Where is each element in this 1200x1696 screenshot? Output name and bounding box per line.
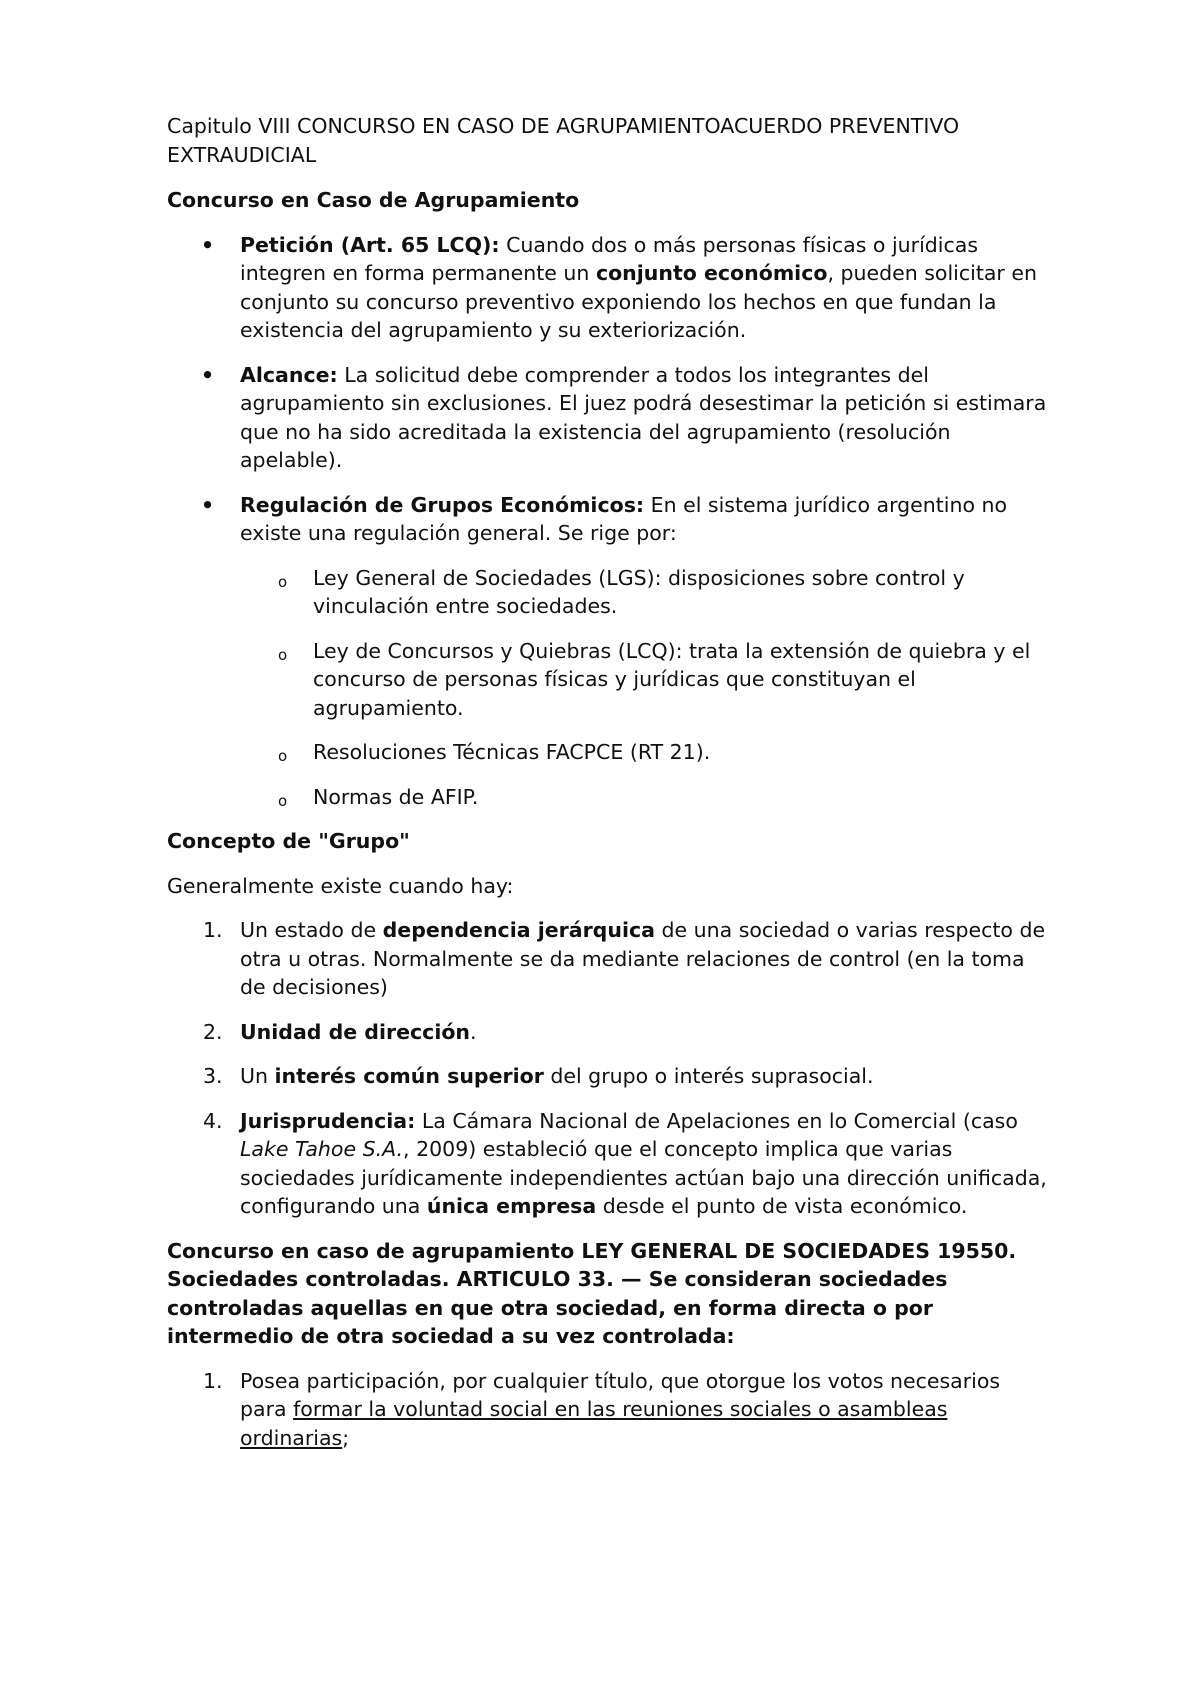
sub-item-text: Ley de Concursos y Quiebras (LCQ): trata la extensión de quiebra y el concurso de personas físicas y jurídicas que constituyan el agrupamiento. bbox=[313, 638, 1031, 720]
bullet-icon: • bbox=[201, 362, 215, 387]
list-item bbox=[167, 1367, 1047, 1453]
item-text: Un bbox=[240, 1064, 275, 1088]
item-bold-term: interés común superior bbox=[274, 1064, 544, 1088]
item-bold-term: Jurisprudencia: bbox=[240, 1108, 416, 1133]
item-text: Un estado de bbox=[240, 918, 383, 942]
sub-list-item bbox=[167, 564, 1047, 621]
bullet-list bbox=[167, 231, 1047, 548]
numbered-list-ley bbox=[167, 1367, 1047, 1453]
list-item bbox=[167, 231, 1047, 345]
sub-list-item bbox=[167, 738, 1047, 767]
list-item bbox=[167, 1062, 1047, 1091]
circle-bullet-icon: o bbox=[278, 572, 288, 591]
item-number: 3. bbox=[203, 1064, 223, 1088]
item-text: , pueden solicitar en conjunto su concurso preventivo exponiendo los hechos en que fundan la existencia del agrupamiento y su exteriorización. bbox=[240, 261, 1037, 342]
circle-bullet-icon: o bbox=[278, 747, 288, 765]
item-bold-term: conjunto económico bbox=[595, 261, 828, 285]
item-text: La Cámara Nacional de Apelaciones en lo Comercial (caso bbox=[415, 1108, 1018, 1133]
sub-item-text: Resoluciones Técnicas FACPCE (RT 21). bbox=[313, 740, 711, 764]
item-label: Petición (Art. 65 LCQ): bbox=[240, 232, 500, 257]
circle-bullet-icon: o bbox=[278, 645, 288, 664]
bullet-icon: • bbox=[201, 492, 215, 517]
list-item bbox=[167, 1107, 1047, 1221]
item-text: Posea participación, por cualquier título, que otorgue los votos necesarios para bbox=[240, 1368, 1001, 1421]
item-text: , 2009) estableció que el concepto implica que varias sociedades jurídicamente independientes actúan bajo una dirección unificada, configurando una bbox=[240, 1137, 1047, 1218]
chapter-title: Capitulo VIII CONCURSO EN CASO DE AGRUPAMIENTOACUERDO PREVENTIVO EXTRAUDICIAL bbox=[167, 114, 960, 167]
sub-list-item bbox=[167, 637, 1047, 723]
sub-item-text: Normas de AFIP. bbox=[313, 784, 479, 809]
item-number: 1. bbox=[203, 1368, 223, 1393]
item-number: 4. bbox=[203, 1108, 223, 1133]
item-number: 1. bbox=[203, 918, 223, 942]
section-heading-agrupamiento: Concurso en Caso de Agrupamiento bbox=[167, 188, 580, 212]
numbered-list bbox=[167, 916, 1047, 1221]
item-text: La solicitud debe comprender a todos los integrantes del agrupamiento sin exclusiones. El juez podrá desestimar la petición si estimara que no ha sido acreditada la existencia del agrupamiento (resolución apelable). bbox=[240, 362, 1047, 472]
item-italic-case: Lake Tahoe S.A. bbox=[240, 1137, 404, 1161]
item-text: En el sistema jurídico argentino no existe una regulación general. Se rige por: bbox=[240, 492, 1008, 545]
list-item bbox=[167, 1018, 1047, 1047]
item-text: de una sociedad o varias respecto de otra u otras. Normalmente se da mediante relaciones de control (en la toma de decisiones) bbox=[240, 918, 1046, 999]
section-heading-ley: Concurso en caso de agrupamiento LEY GENERAL DE SOCIEDADES 19550. Sociedades controladas. ARTICULO 33. — Se consideran sociedades controladas aquellas en que otra sociedad, en forma directa o por intermedio de otra sociedad a su vez controlada: bbox=[167, 1238, 1017, 1348]
list-item bbox=[167, 491, 1047, 548]
section-heading-grupo: Concepto de "Grupo" bbox=[167, 829, 410, 853]
item-label: Alcance: bbox=[240, 362, 338, 387]
list-item bbox=[167, 361, 1047, 475]
bullet-icon: • bbox=[201, 232, 215, 257]
sub-item-text: Ley General de Sociedades (LGS): disposiciones sobre control y vinculación entre sociedades. bbox=[313, 565, 965, 618]
circle-bullet-icon: o bbox=[278, 791, 288, 810]
document-content bbox=[167, 112, 1047, 1468]
sub-list-item bbox=[167, 783, 1047, 812]
item-bold-term: única empresa bbox=[426, 1194, 597, 1218]
item-number: 2. bbox=[203, 1019, 223, 1044]
item-underlined-text: formar la voluntad social en las reuniones sociales o asambleas ordinarias bbox=[240, 1397, 948, 1450]
section-intro: Generalmente existe cuando hay: bbox=[167, 873, 514, 898]
list-item bbox=[167, 916, 1047, 1002]
item-text: Cuando dos o más personas físicas o jurídicas integren en forma permanente un bbox=[240, 232, 979, 285]
item-text: . bbox=[470, 1019, 477, 1044]
item-text: ; bbox=[342, 1425, 350, 1450]
sub-bullet-list bbox=[167, 564, 1047, 812]
item-bold-term: dependencia jerárquica bbox=[382, 918, 655, 942]
item-label: Regulación de Grupos Económicos: bbox=[240, 492, 645, 517]
item-text: desde el punto de vista económico. bbox=[596, 1194, 968, 1218]
item-bold-term: Unidad de dirección bbox=[240, 1019, 471, 1044]
item-text: del grupo o interés suprasocial. bbox=[543, 1064, 874, 1088]
